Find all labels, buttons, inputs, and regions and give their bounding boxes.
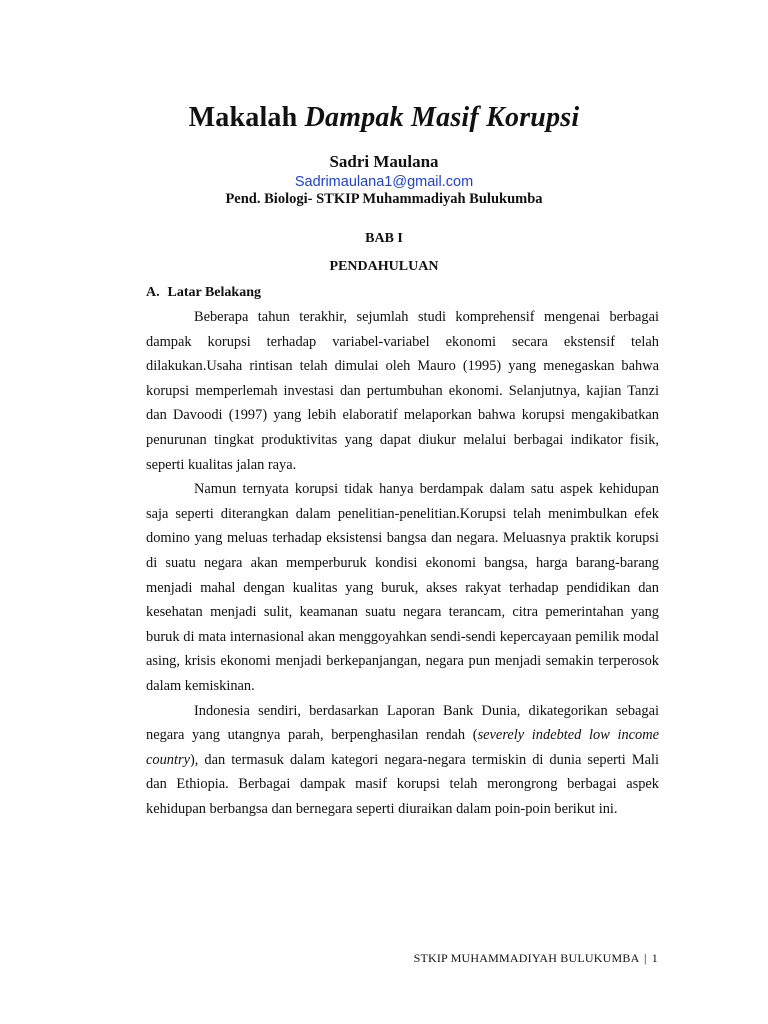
paragraph-3-start: Indonesia sendiri, berdasarkan Laporan Bank Dunia, dikategorikan sebagai negara yang utangnya parah, berpenghasilan rendah (: [146, 702, 659, 744]
document-title: [0, 100, 768, 136]
author-name: Sadri Maulana: [329, 152, 439, 171]
footer-page-number: 1: [651, 951, 658, 965]
chapter-number: BAB I: [365, 231, 403, 246]
paragraph-3-end: ), dan termasuk dalam kategori negara-negara termiskin di dunia seperti Mali dan Ethiopia. Berbagai dampak masif korupsi telah merongrong berbagai aspek kehidupan berbangsa dan bernegara seperti diuraikan dalam poin-poin berikut ini.: [146, 751, 659, 817]
title-prefix: Makalah: [188, 102, 298, 133]
page-footer: [414, 949, 658, 967]
section-heading: [146, 283, 261, 303]
body-text: [146, 305, 659, 821]
paragraph-1: Beberapa tahun terakhir, sejumlah studi komprehensif mengenai berbagai dampak korupsi terhadap variabel-variabel ekonomi secara ekstensif telah dilakukan.Usaha rintisan telah dimulai oleh Mauro (1995) yang menegaskan bahwa korupsi memperlemah investasi dan pertumbuhan ekonomi. Selanjutnya, kajian Tanzi dan Davoodi (1997) yang lebih elaboratif melaporkan bahwa korupsi mengakibatkan penurunan tingkat produktivitas yang dapat diukur melalui berbagai indikator fisik, seperti kualitas jalan raya.: [146, 309, 659, 473]
footer-separator: |: [643, 951, 647, 965]
paragraph-3-italic: severely indebted low income country: [146, 727, 660, 768]
title-emphasis: Dampak Masif Korupsi: [304, 102, 580, 133]
section-title: Latar Belakang: [167, 285, 261, 300]
paragraph-3: [146, 699, 659, 822]
chapter-title: PENDAHULUAN: [329, 259, 439, 274]
paragraph-2: Namun ternyata korupsi tidak hanya berdampak dalam satu aspek kehidupan saja seperti diterangkan dalam penelitian-penelitian.Korupsi telah menimbulkan efek domino yang meluas terhadap eksistensi bangsa dan negara. Meluasnya praktik korupsi di suatu negara akan memperburuk kondisi ekonomi bangsa, harga barang-barang menjadi mahal dengan kualitas yang buruk, akses rakyat terhadap pendidikan dan kesehatan menjadi sulit, keamanan suatu negara terancam, citra pemerintahan yang buruk di mata internasional akan menggoyahkan sendi-sendi kepercayaan pemilik modal asing, krisis ekonomi menjadi berkepanjangan, negara pun menjadi semakin terperosok dalam kemiskinan.: [146, 481, 659, 694]
footer-institution: STKIP MUHAMMADIYAH BULUKUMBA: [413, 951, 639, 965]
author-affiliation: Pend. Biologi- STKIP Muhammadiyah Bulukumba: [225, 191, 543, 207]
section-number: A.: [146, 285, 160, 300]
author-email-link[interactable]: Sadrimaulana1@gmail.com: [294, 174, 474, 190]
